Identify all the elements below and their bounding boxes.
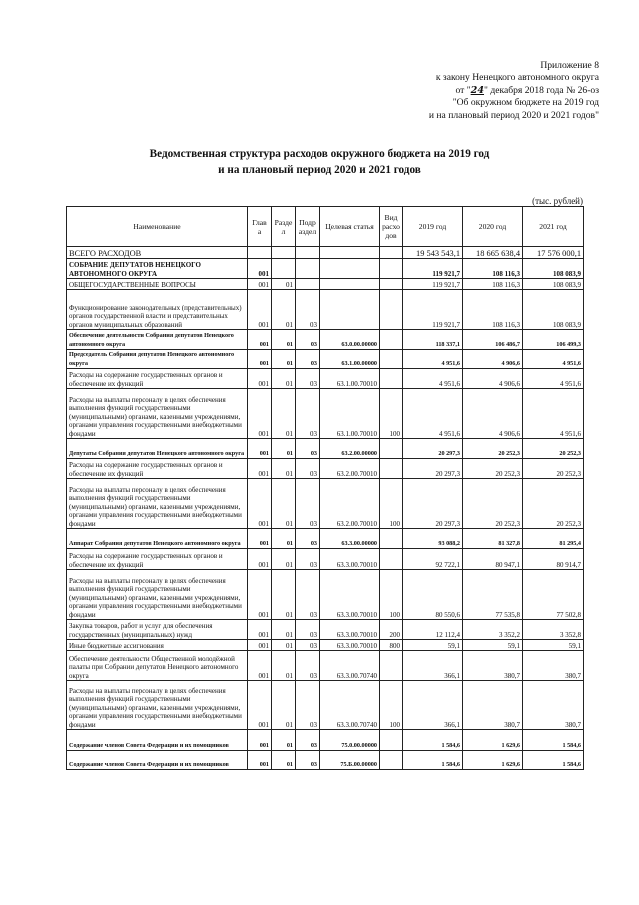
row-subsection-cell: 03	[296, 651, 320, 681]
row-2021-cell: 380,7	[523, 651, 584, 681]
row-type-cell	[380, 459, 403, 479]
row-subsection-cell: 03	[296, 620, 320, 640]
row-section-cell	[272, 259, 296, 279]
row-section-cell: 01	[272, 570, 296, 620]
row-2021-cell: 77 502,8	[523, 570, 584, 620]
row-type-cell: 100	[380, 681, 403, 730]
row-type-cell: 100	[380, 389, 403, 439]
row-2019-cell: 366,1	[403, 681, 463, 730]
table-row	[67, 529, 584, 549]
row-2021-cell: 1 584,6	[523, 751, 584, 770]
row-name-cell: Расходы на выплаты персоналу в целях обеспечения выполнения функций государственными (муниципальными) органами, казенными учреждениями, органами управления государственными внебюджетными фондами	[67, 479, 248, 529]
row-subsection-cell: 03	[296, 751, 320, 770]
row-section-cell: 01	[272, 651, 296, 681]
row-2020-cell: 380,7	[463, 681, 523, 730]
row-2021-cell: 81 295,4	[523, 529, 584, 549]
table-row	[67, 570, 584, 620]
row-2021-cell: 108 083,9	[523, 279, 584, 290]
row-section-cell: 01	[272, 350, 296, 369]
row-2019-cell: 92 722,1	[403, 549, 463, 570]
row-2019-cell: 19 543 543,1	[403, 247, 463, 259]
row-type-cell	[380, 279, 403, 290]
row-target-cell	[320, 247, 380, 259]
row-name-cell: СОБРАНИЕ ДЕПУТАТОВ НЕНЕЦКОГО АВТОНОМНОГО ОКРУГА	[67, 259, 248, 279]
row-subsection-cell: 03	[296, 330, 320, 350]
row-2019-cell: 1 584,6	[403, 730, 463, 751]
row-target-cell: 63.0.00.00000	[320, 330, 380, 350]
appendix-law-ref: к закону Ненецкого автономного округа	[435, 72, 599, 84]
row-2019-cell: 366,1	[403, 651, 463, 681]
row-target-cell: 63.3.00.70010	[320, 620, 380, 640]
row-chapter-cell: 001	[248, 369, 272, 389]
row-section-cell: 01	[272, 751, 296, 770]
table-row	[67, 279, 584, 290]
row-chapter-cell: 001	[248, 570, 272, 620]
row-name-cell: Председатель Собрания депутатов Ненецкого автономного округа	[67, 350, 248, 369]
row-name-cell: Расходы на выплаты персоналу в целях обеспечения выполнения функций государственными (муниципальными) органами, казенными учреждениями, органами управления государственными внебюджетными фондами	[67, 389, 248, 439]
row-chapter-cell: 001	[248, 549, 272, 570]
row-2021-cell: 20 252,3	[523, 459, 584, 479]
row-2020-cell: 108 116,3	[463, 259, 523, 279]
row-2019-cell: 119 921,7	[403, 259, 463, 279]
row-target-cell: 63.3.00.70010	[320, 570, 380, 620]
row-subsection-cell: 03	[296, 640, 320, 651]
row-2020-cell: 80 947,1	[463, 549, 523, 570]
row-chapter-cell: 001	[248, 259, 272, 279]
row-subsection-cell: 03	[296, 290, 320, 330]
col-name-header: Наименование	[67, 207, 248, 247]
row-2020-cell: 4 906,6	[463, 350, 523, 369]
row-target-cell: 63.1.00.70010	[320, 369, 380, 389]
expenditure-table	[66, 206, 584, 770]
row-section-cell: 01	[272, 459, 296, 479]
appendix-law-title: "Об окружном бюджете на 2019 год	[452, 97, 599, 109]
row-type-cell	[380, 247, 403, 259]
row-chapter-cell: 001	[248, 290, 272, 330]
row-subsection-cell: 03	[296, 549, 320, 570]
row-2021-cell: 20 252,3	[523, 479, 584, 529]
row-target-cell	[320, 279, 380, 290]
row-2020-cell: 4 906,6	[463, 369, 523, 389]
table-row	[67, 330, 584, 350]
document-title-line1: Ведомственная структура расходов окружного бюджета на 2019 год	[149, 148, 490, 160]
row-chapter-cell	[248, 247, 272, 259]
row-chapter-cell: 001	[248, 681, 272, 730]
row-name-cell: Расходы на выплаты персоналу в целях обеспечения выполнения функций государственными (муниципальными) органами, казенными учреждениями, органами управления государственными внебюджетными фондами	[67, 570, 248, 620]
table-body	[67, 247, 584, 770]
row-2019-cell: 80 550,6	[403, 570, 463, 620]
row-2019-cell: 4 951,6	[403, 350, 463, 369]
row-section-cell: 01	[272, 640, 296, 651]
col-target-header: Целевая статья	[320, 207, 380, 247]
row-type-cell	[380, 529, 403, 549]
row-section-cell: 01	[272, 369, 296, 389]
row-target-cell: 75.0.00.00000	[320, 730, 380, 751]
col-chapter-header: Глав а	[248, 207, 272, 247]
row-target-cell: 63.3.00.70010	[320, 640, 380, 651]
table-row	[67, 640, 584, 651]
row-2020-cell: 81 327,8	[463, 529, 523, 549]
row-chapter-cell: 001	[248, 640, 272, 651]
row-type-cell: 100	[380, 570, 403, 620]
row-name-cell: Содержание членов Совета Федерации и их помощников	[67, 730, 248, 751]
row-subsection-cell: 03	[296, 369, 320, 389]
row-subsection-cell: 03	[296, 529, 320, 549]
table-row	[67, 369, 584, 389]
row-2019-cell: 20 297,3	[403, 459, 463, 479]
row-section-cell: 01	[272, 479, 296, 529]
row-target-cell	[320, 259, 380, 279]
row-2021-cell: 108 083,9	[523, 259, 584, 279]
row-chapter-cell: 001	[248, 751, 272, 770]
row-subsection-cell: 03	[296, 570, 320, 620]
row-2021-cell: 17 576 000,1	[523, 247, 584, 259]
row-subsection-cell: 03	[296, 350, 320, 369]
row-2020-cell: 20 252,3	[463, 459, 523, 479]
row-section-cell: 01	[272, 681, 296, 730]
row-target-cell: 63.2.00.70010	[320, 479, 380, 529]
row-type-cell	[380, 369, 403, 389]
row-type-cell	[380, 730, 403, 751]
row-chapter-cell: 001	[248, 279, 272, 290]
row-name-cell: Содержание членов Совета Федерации и их помощников	[67, 751, 248, 770]
row-type-cell: 200	[380, 620, 403, 640]
row-type-cell	[380, 350, 403, 369]
row-target-cell: 63.3.00.00000	[320, 529, 380, 549]
table-row	[67, 479, 584, 529]
row-target-cell: 63.3.00.70010	[320, 549, 380, 570]
col-type-header: Вид расхо дов	[380, 207, 403, 247]
row-2019-cell: 20 297,3	[403, 479, 463, 529]
row-name-cell: Обеспечение деятельности Общественной молодёжной палаты при Собрании депутатов Ненецкого автономного округа	[67, 651, 248, 681]
table-header-row	[67, 207, 584, 247]
row-chapter-cell: 001	[248, 439, 272, 459]
row-chapter-cell: 001	[248, 350, 272, 369]
row-type-cell	[380, 549, 403, 570]
table-row	[67, 620, 584, 640]
appendix-header	[299, 60, 599, 122]
row-subsection-cell	[296, 279, 320, 290]
row-2019-cell: 118 337,1	[403, 330, 463, 350]
row-2020-cell: 108 116,3	[463, 279, 523, 290]
table-row	[67, 459, 584, 479]
table-row	[67, 389, 584, 439]
row-type-cell	[380, 259, 403, 279]
col-section-header: Разде л	[272, 207, 296, 247]
table-row	[67, 651, 584, 681]
row-name-cell: Обеспечение деятельности Собрания депутатов Ненецкого автономного округа	[67, 330, 248, 350]
row-type-cell	[380, 751, 403, 770]
row-chapter-cell: 001	[248, 529, 272, 549]
row-2020-cell: 20 252,3	[463, 479, 523, 529]
row-name-cell: Расходы на содержание государственных органов и обеспечение их функций	[67, 369, 248, 389]
row-name-cell: Иные бюджетные ассигнования	[67, 640, 248, 651]
row-section-cell: 01	[272, 730, 296, 751]
table-row	[67, 247, 584, 259]
row-subsection-cell: 03	[296, 479, 320, 529]
row-chapter-cell: 001	[248, 620, 272, 640]
row-target-cell: 63.1.00.00000	[320, 350, 380, 369]
row-subsection-cell	[296, 259, 320, 279]
row-section-cell: 01	[272, 529, 296, 549]
table-row	[67, 290, 584, 330]
row-2021-cell: 20 252,3	[523, 439, 584, 459]
row-2021-cell: 106 499,3	[523, 330, 584, 350]
units-label: (тыс. рублей)	[532, 196, 583, 206]
row-2021-cell: 4 951,6	[523, 350, 584, 369]
row-name-cell: Аппарат Собрания депутатов Ненецкого автономного округа	[67, 529, 248, 549]
row-chapter-cell: 001	[248, 651, 272, 681]
row-2019-cell: 20 297,3	[403, 439, 463, 459]
row-2021-cell: 4 951,6	[523, 389, 584, 439]
appendix-law-date: от "24" декабря 2018 года № 26-оз	[455, 84, 599, 96]
row-2019-cell: 4 951,6	[403, 389, 463, 439]
table-row	[67, 681, 584, 730]
row-name-cell: Расходы на содержание государственных органов и обеспечение их функций	[67, 549, 248, 570]
row-target-cell: 63.1.00.70010	[320, 389, 380, 439]
table-row	[67, 730, 584, 751]
row-section-cell: 01	[272, 290, 296, 330]
table-row	[67, 439, 584, 459]
row-chapter-cell: 001	[248, 479, 272, 529]
row-2019-cell: 119 921,7	[403, 290, 463, 330]
row-target-cell: 63.2.00.00000	[320, 439, 380, 459]
row-type-cell	[380, 439, 403, 459]
row-type-cell: 100	[380, 479, 403, 529]
col-2021-header: 2021 год	[523, 207, 584, 247]
row-2020-cell: 18 665 638,4	[463, 247, 523, 259]
row-subsection-cell: 03	[296, 459, 320, 479]
row-2020-cell: 4 906,6	[463, 389, 523, 439]
row-chapter-cell: 001	[248, 389, 272, 439]
row-section-cell: 01	[272, 330, 296, 350]
document-title-line2: и на плановый период 2020 и 2021 годов	[218, 164, 421, 176]
table-row	[67, 751, 584, 770]
row-2021-cell: 80 914,7	[523, 549, 584, 570]
row-name-cell: ОБЩЕГОСУДАРСТВЕННЫЕ ВОПРОСЫ	[67, 279, 248, 290]
row-2019-cell: 119 921,7	[403, 279, 463, 290]
row-2020-cell: 77 535,8	[463, 570, 523, 620]
handwritten-day: 24	[470, 84, 485, 96]
row-2020-cell: 106 486,7	[463, 330, 523, 350]
table-row	[67, 259, 584, 279]
col-2019-header: 2019 год	[403, 207, 463, 247]
row-2019-cell: 4 951,6	[403, 369, 463, 389]
row-name-cell: Функционирование законодательных (представительных) органов государственной власти и представительных органов муниципальных образований	[67, 290, 248, 330]
row-target-cell: 63.3.00.70740	[320, 681, 380, 730]
appendix-number: Приложение 8	[540, 60, 599, 71]
row-subsection-cell: 03	[296, 730, 320, 751]
row-target-cell: 75.Б.00.00000	[320, 751, 380, 770]
row-target-cell: 63.3.00.70740	[320, 651, 380, 681]
row-type-cell: 800	[380, 640, 403, 651]
row-name-cell: ВСЕГО РАСХОДОВ	[67, 247, 248, 259]
row-subsection-cell: 03	[296, 389, 320, 439]
row-target-cell	[320, 290, 380, 330]
table-row	[67, 350, 584, 369]
row-2021-cell: 3 352,8	[523, 620, 584, 640]
row-2020-cell: 380,7	[463, 651, 523, 681]
row-chapter-cell: 001	[248, 730, 272, 751]
row-2020-cell: 108 116,3	[463, 290, 523, 330]
appendix-law-title-cont: и на плановый период 2020 и 2021 годов"	[428, 109, 599, 121]
row-subsection-cell: 03	[296, 439, 320, 459]
row-2019-cell: 12 112,4	[403, 620, 463, 640]
row-section-cell: 01	[272, 549, 296, 570]
row-2020-cell: 1 629,6	[463, 730, 523, 751]
row-section-cell	[272, 247, 296, 259]
document-title	[0, 146, 639, 178]
row-2021-cell: 108 083,9	[523, 290, 584, 330]
row-subsection-cell	[296, 247, 320, 259]
row-2020-cell: 20 252,3	[463, 439, 523, 459]
row-type-cell	[380, 290, 403, 330]
row-2020-cell: 3 352,2	[463, 620, 523, 640]
row-name-cell: Депутаты Собрания депутатов Ненецкого автономного округа	[67, 439, 248, 459]
row-2020-cell: 59,1	[463, 640, 523, 651]
row-2021-cell: 380,7	[523, 681, 584, 730]
row-2019-cell: 1 584,6	[403, 751, 463, 770]
row-type-cell	[380, 330, 403, 350]
row-name-cell: Расходы на содержание государственных органов и обеспечение их функций	[67, 459, 248, 479]
row-section-cell: 01	[272, 389, 296, 439]
row-section-cell: 01	[272, 279, 296, 290]
row-2019-cell: 93 088,2	[403, 529, 463, 549]
row-subsection-cell: 03	[296, 681, 320, 730]
row-section-cell: 01	[272, 620, 296, 640]
row-2021-cell: 1 584,6	[523, 730, 584, 751]
row-2021-cell: 4 951,6	[523, 369, 584, 389]
row-chapter-cell: 001	[248, 330, 272, 350]
row-section-cell: 01	[272, 439, 296, 459]
row-name-cell: Закупка товаров, работ и услуг для обеспечения государственных (муниципальных) нужд	[67, 620, 248, 640]
row-chapter-cell: 001	[248, 459, 272, 479]
row-target-cell: 63.2.00.70010	[320, 459, 380, 479]
table-row	[67, 549, 584, 570]
row-type-cell	[380, 651, 403, 681]
row-name-cell: Расходы на выплаты персоналу в целях обеспечения выполнения функций государственными (муниципальными) органами, казенными учреждениями, органами управления государственными внебюджетными фондами	[67, 681, 248, 730]
col-2020-header: 2020 год	[463, 207, 523, 247]
row-2021-cell: 59,1	[523, 640, 584, 651]
row-2020-cell: 1 629,6	[463, 751, 523, 770]
row-2019-cell: 59,1	[403, 640, 463, 651]
col-subsection-header: Подр аздел	[296, 207, 320, 247]
